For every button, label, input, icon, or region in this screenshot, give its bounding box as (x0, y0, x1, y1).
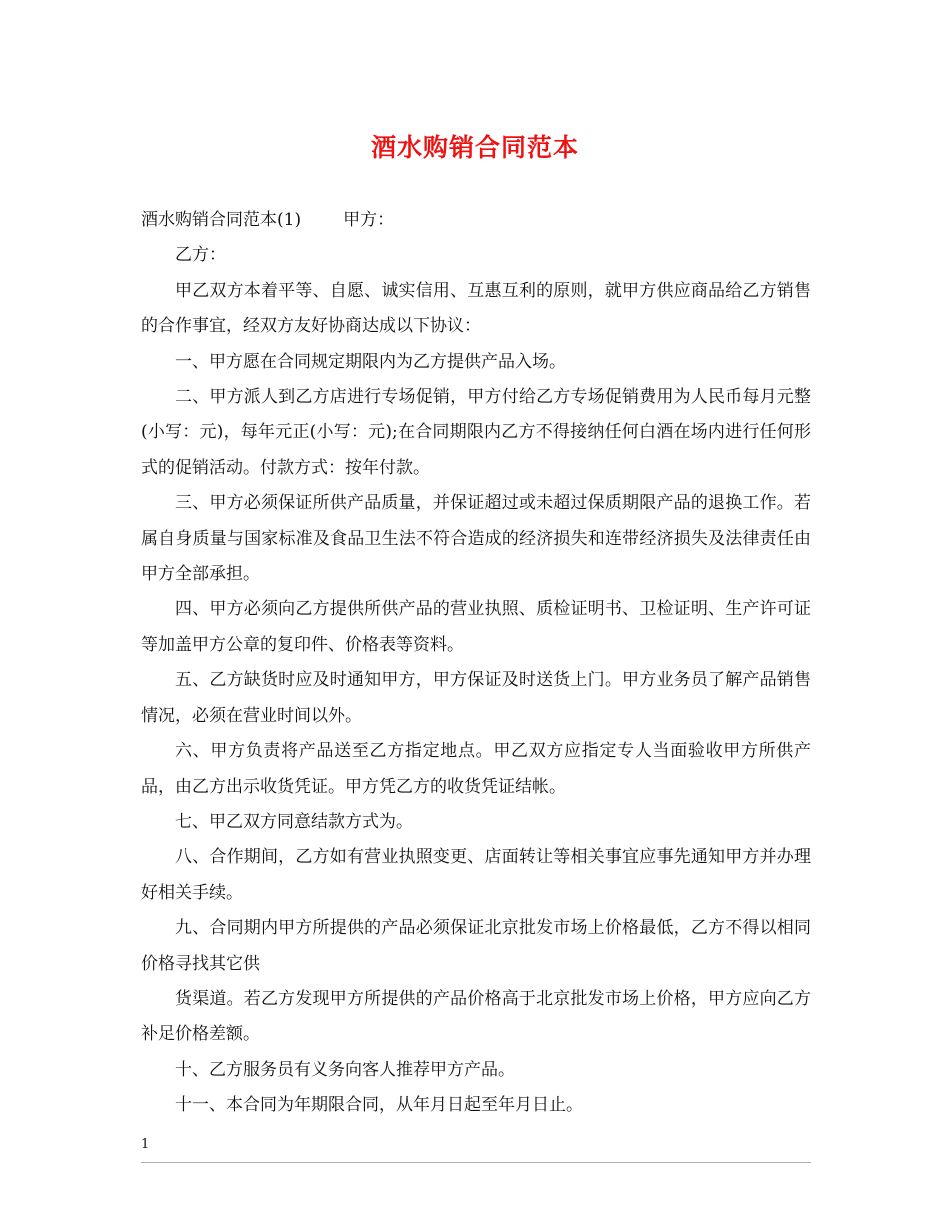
contract-subheading: 酒水购销合同范本(1) (141, 210, 302, 230)
party-a-label: 甲方： (343, 210, 395, 230)
document-title: 酒水购销合同范本 (370, 133, 579, 162)
clause-8: 八、合作期间，乙方如有营业执照变更、店面转让等相关事宜应事先通知甲方并办理好相关手续。 (141, 847, 811, 903)
clause-10: 十、乙方服务员有义务向客人推荐甲方产品。 (175, 1059, 515, 1080)
preamble-paragraph: 甲乙双方本着平等、自愿、诚实信用、互惠互利的原则，就甲方供应商品给乙方销售的合作事宜，经双方友好协商达成以下协议： (141, 280, 811, 337)
contract-heading-line (141, 203, 811, 238)
clause-6: 六、甲方负责将产品送至乙方指定地点。甲乙双方应指定专人当面验收甲方所供产品，由乙方出示收货凭证。甲方凭乙方的收货凭证结帐。 (141, 741, 811, 797)
clause-3: 三、甲方必须保证所供产品质量，并保证超过或未超过保质期限产品的退换工作。若属自身质量与国家标准及食品卫生法不符合造成的经济损失和连带经济损失及法律责任由甲方全部承担。 (141, 493, 811, 585)
clause-11: 十一、本合同为年期限合同，从年月日起至年月日止。 (175, 1095, 583, 1116)
clause-2: 二、甲方派人到乙方店进行专场促销，甲方付给乙方专场促销费用为人民币每月元整(小写：元)，每年元正(小写：元);在合同期限内乙方不得接纳任何白酒在场内进行任何形式的促销活动。付款方式：按年付款。 (141, 387, 811, 478)
clause-9: 九、合同期内甲方所提供的产品必须保证北京批发市场上价格最低，乙方不得以相同价格寻找其它供 (141, 918, 811, 974)
clause-4: 四、甲方必须向乙方提供所供产品的营业执照、质检证明书、卫检证明、生产许可证等加盖甲方公章的复印件、价格表等资料。 (141, 599, 811, 655)
document-body (141, 203, 811, 1124)
footer-divider (141, 1162, 811, 1163)
page-number: 1 (141, 1137, 150, 1152)
clause-7: 七、甲乙双方同意结款方式为。 (175, 811, 413, 832)
party-b-label: 乙方： (175, 245, 226, 266)
clause-9-continued: 货渠道。若乙方发现甲方所提供的产品价格高于北京批发市场上价格，甲方应向乙方补足价格差额。 (141, 988, 811, 1045)
clause-5: 五、乙方缺货时应及时通知甲方，甲方保证及时送货上门。甲方业务员了解产品销售情况，必须在营业时间以外。 (141, 670, 811, 726)
clause-1: 一、甲方愿在合同规定期限内为乙方提供产品入场。 (175, 351, 566, 372)
